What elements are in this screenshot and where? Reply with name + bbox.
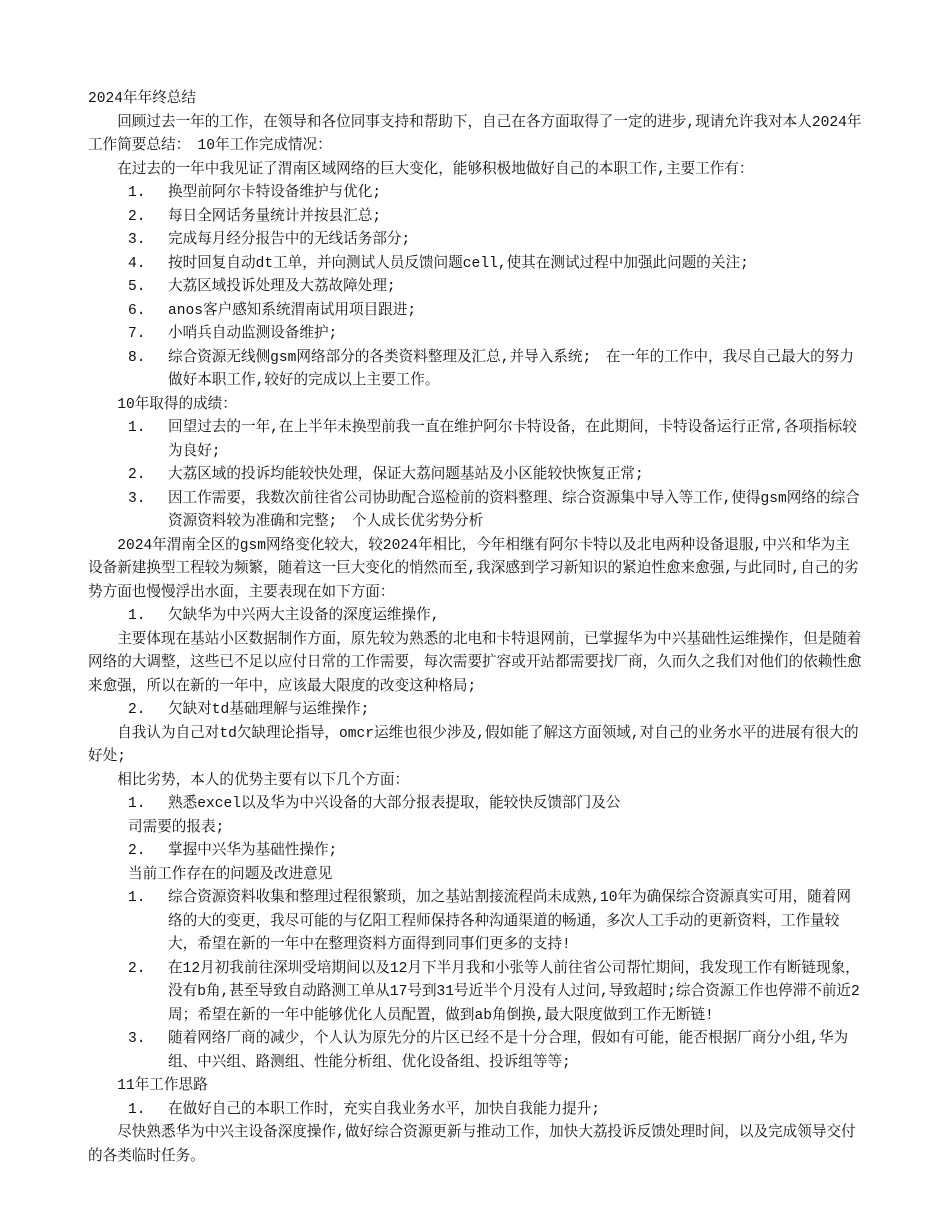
- list-text: 小哨兵自动监测设备维护;: [168, 326, 338, 342]
- list-item: [88, 887, 862, 958]
- issues-list: [88, 887, 862, 1075]
- list-item: [88, 699, 862, 723]
- list-text: 欠缺华为中兴两大主设备的深度运维操作,: [168, 608, 440, 624]
- list-number: 1.: [128, 185, 146, 201]
- list-number: 8.: [128, 349, 146, 366]
- list-number: 1.: [128, 1101, 146, 1118]
- list-text: 在做好自己的本职工作时，充实自我业务水平，加快自我能力提升;: [168, 1101, 600, 1118]
- list-number: 1.: [128, 796, 146, 812]
- weakness1-paragraph: 主要体现在基站小区数据制作方面，原先较为熟悉的北电和卡特退网前，已掌握华为中兴基础性运维操作，但是随着网络的大调整，这些已不足以应付日常的工作需要，每次需要扩容或开站都需要找厂商，久而久之我们对他们的依赖性愈来愈强，所以在新的一年中，应该最大限度的改变这种格局;: [88, 631, 862, 695]
- list-number: 2.: [128, 702, 146, 718]
- list-item: [88, 276, 862, 300]
- list-text: 综合资源无线侧gsm网络部分的各类资料整理及汇总,并导入系统; 在一年的工作中，我尽自己最大的努力做好本职工作,较好的完成以上主要工作。: [168, 349, 854, 389]
- weakness2-paragraph: 自我认为自己对td欠缺理论指导，omcr运维也很少涉及,假如能了解这方面领域,对自己的业务水平的进展有很大的好处;: [88, 725, 859, 765]
- list-item: [88, 347, 862, 394]
- growth-paragraph: 2024年渭南全区的gsm网络变化较大，较2024年相比，今年相继有阿尔卡特以及北电两种设备退服,中兴和华为主设备新建换型工程较为频繁，随着这一巨大变化的悄然而至,我深感到学习新知识的紧迫性愈来愈强,与此同时,自己的劣势方面也慢慢浮出水面，主要表现在如下方面：: [88, 537, 859, 601]
- list-number: 3.: [128, 232, 146, 248]
- issues-heading: 当前工作存在的问题及改进意见: [128, 866, 333, 883]
- list-number: 2.: [128, 208, 146, 225]
- list-text: 熟悉excel以及华为中兴设备的大部分报表提取，能较快反馈部门及公: [168, 796, 621, 812]
- list-text: 综合资源资料收集和整理过程很繁琐，加之基站割接流程尚未成熟,10年为确保综合资源真实可用，随着网络的大的变更，我尽可能的与亿阳工程师保持各种沟通渠道的畅通，多次人工手动的更新资料，工作量较大，希望在新的一年中在整理资料方面得到同事们更多的支持!: [168, 890, 851, 953]
- achievements-list: [88, 417, 862, 535]
- list-item: [88, 206, 862, 230]
- list-text: 在12月初我前往深圳受培期间以及12月下半月我和小张等人前往省公司帮忙期间，我发现工作有断链现象，没有b角,甚至导致自动路测工单从17号到31号近半个月没有人过问,导致超时;综合资源工作也停滞不前近2周；希望在新的一年中能够优化人员配置，做到ab角倒换,最大限度做到工作无断链!: [168, 960, 860, 1024]
- list-item: [88, 323, 862, 347]
- list-text: 欠缺对td基础理解与运维操作;: [168, 702, 370, 718]
- list-text: 完成每月经分报告中的无线话务部分;: [168, 232, 411, 248]
- list-item: [88, 958, 862, 1029]
- intro-paragraph: 回顾过去一年的工作，在领导和各位同事支持和帮助下，自己在各方面取得了一定的进步,现请允许我对本人2024年工作简要总结： 10年工作完成情况：: [88, 114, 862, 154]
- list-number: 6.: [128, 302, 146, 319]
- list-text: 每日全网话务量统计并按县汇总;: [168, 208, 382, 225]
- closing-paragraph: 尽快熟悉华为中兴主设备深度操作,做好综合资源更新与推动工作，加快大荔投诉反馈处理时间，以及完成领导交付的各类临时任务。: [88, 1125, 856, 1165]
- list-item: [88, 229, 862, 253]
- list-text: 因工作需要，我数次前往省公司协助配合巡检前的资料整理、综合资源集中导入等工作,使得gsm网络的综合资源资料较为准确和完整; 个人成长优劣势分析: [168, 490, 860, 530]
- list-item: [88, 605, 862, 629]
- list-number: 5.: [128, 279, 146, 295]
- list-number: 2.: [128, 843, 146, 859]
- list-number: 2.: [128, 960, 146, 977]
- list-text: 掌握中兴华为基础性操作;: [168, 843, 338, 859]
- list-item: [88, 1099, 862, 1123]
- strength1-continuation: 司需要的报表;: [128, 819, 225, 836]
- list-number: 3.: [128, 1031, 146, 1047]
- list-item: [88, 253, 862, 277]
- list-text: 换型前阿尔卡特设备维护与优化;: [168, 185, 382, 201]
- list-text: 大荔区域的投诉均能较快处理，保证大荔问题基站及小区能较快恢复正常;: [168, 467, 644, 483]
- achievements-heading: 10年取得的成绩：: [117, 396, 237, 413]
- list-text: 回望过去的一年,在上半年未换型前我一直在维护阿尔卡特设备，在此期间，卡特设备运行正常,各项指标较为良好;: [168, 420, 857, 460]
- list-text: 随着网络厂商的减少，个人认为原先分的片区已经不是十分合理，假如有可能，能否根据厂商分小组,华为组、中兴组、路测组、性能分析组、优化设备组、投诉组等等;: [168, 1031, 849, 1071]
- list-item: [88, 182, 862, 206]
- list-item: [88, 300, 862, 324]
- list-number: 1.: [128, 608, 146, 624]
- work-list: [88, 182, 862, 394]
- list-text: anos客户感知系统渭南试用项目跟进;: [168, 302, 417, 319]
- document-title: 2024年年终总结: [88, 91, 196, 107]
- work-intro-paragraph: 在过去的一年中我见证了渭南区域网络的巨大变化，能够积极地做好自己的本职工作,主要工作有：: [117, 161, 754, 178]
- list-number: 4.: [128, 255, 146, 272]
- strengths-intro: 相比劣势，本人的优势主要有以下几个方面：: [117, 772, 410, 789]
- list-item: [88, 1028, 862, 1075]
- list-text: 按时回复自动dt工单，并向测试人员反馈问题cell,使其在测试过程中加强此问题的关注;: [168, 255, 749, 272]
- list-item: [88, 488, 862, 535]
- list-number: 7.: [128, 326, 146, 342]
- list-number: 3.: [128, 490, 146, 507]
- list-number: 2.: [128, 467, 146, 483]
- plan-heading: 11年工作思路: [117, 1078, 208, 1094]
- list-number: 1.: [128, 420, 146, 436]
- list-number: 1.: [128, 890, 146, 906]
- list-item: [88, 464, 862, 488]
- list-item: [88, 840, 862, 864]
- list-item: [88, 417, 862, 464]
- list-item: [88, 793, 862, 817]
- list-text: 大荔区域投诉处理及大荔故障处理;: [168, 279, 396, 295]
